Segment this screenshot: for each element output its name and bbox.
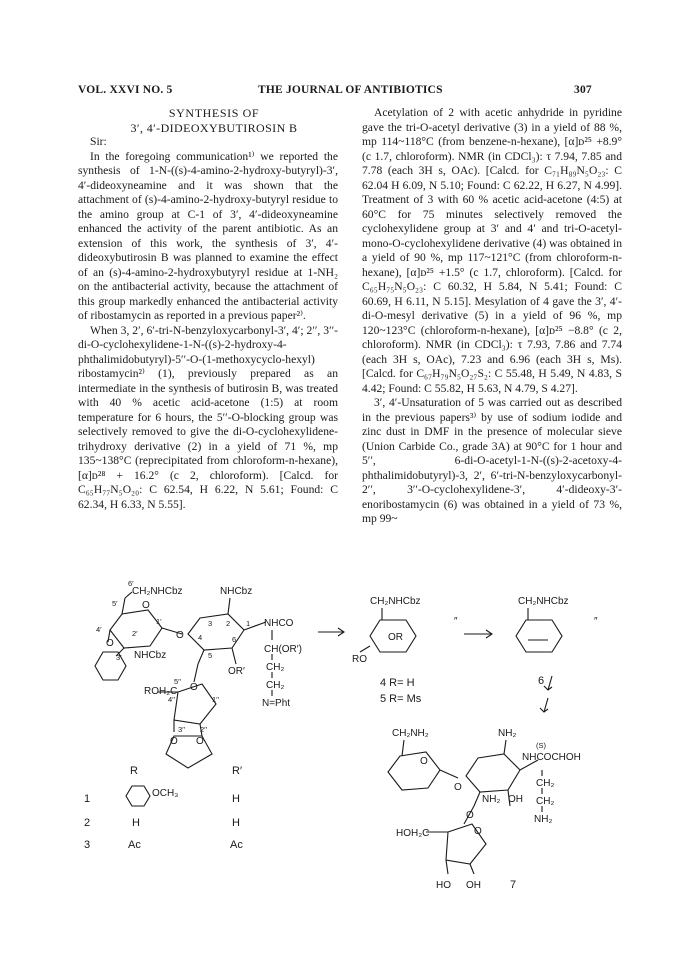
- formula-label: CH₂: [266, 662, 285, 673]
- compound-number: 3: [84, 839, 91, 851]
- formula-label: ROH₂C: [144, 686, 178, 697]
- position-label: 4′: [96, 625, 102, 634]
- formula-label: N=Pht: [262, 698, 291, 709]
- formula-label: HO: [436, 880, 451, 891]
- formula-label: OH: [508, 794, 523, 805]
- table-header-r: R: [130, 765, 138, 777]
- formula-label: CH₂NHCbz: [370, 596, 421, 607]
- compound-number: 1: [84, 793, 91, 805]
- atom-label: O: [190, 682, 198, 693]
- formula-label: CH(OR′): [264, 644, 302, 655]
- formula-label: OR: [388, 632, 403, 643]
- compound-number: 2: [84, 817, 91, 829]
- position-label: 1′′: [212, 695, 219, 704]
- formula-label: CH₂NHCbz: [518, 596, 569, 607]
- table-cell: Ac: [128, 839, 141, 851]
- formula-label: CH₂NH₂: [392, 728, 429, 739]
- formula-label: CH₂: [536, 796, 555, 807]
- table-cell: Ac: [230, 839, 243, 851]
- formula-label: OR′: [228, 666, 245, 677]
- position-label: 3′′: [178, 725, 185, 734]
- left-column: [78, 106, 338, 512]
- formula-label: NH₂: [498, 728, 517, 739]
- formula-label: NH₂: [482, 794, 501, 805]
- structures-svg: [70, 580, 630, 900]
- paragraph: In the foregoing communication¹⁾ we reported the synthesis of 1-N-((s)-4-amino-2-hydroxy-butyryl)-3′, 4′-dideoxyneamine and it was shown that the attachment of (s)-4-amino-2-hydroxy-butyryl residue to the amino group at C-1 of 3′, 4′-dideoxyneamine enhanced the activity of the parent antibiotic. As an extension of this work, the synthesis of 3′, 4′-dideoxybutirosin B was planned to examine the effect of an (s)-4-amino-2-hydroxybutyryl residue at 1-NH₂ on the antibacterial activity, because the attachment of this group markedly enhanced the antibacterial activity of ribostamycin as reported in a previous paper²⁾.: [78, 149, 338, 322]
- identical-mark: ″: [454, 616, 458, 627]
- compound-label: 4 R= H: [380, 677, 415, 689]
- atom-label: O: [454, 782, 462, 793]
- formula-label: CH₂: [266, 680, 285, 691]
- compound-label: 5 R= Ms: [380, 693, 422, 705]
- table-cell: H: [232, 817, 240, 829]
- formula-label: NH₂: [534, 814, 553, 825]
- reaction-scheme-figure: [70, 580, 630, 900]
- page-number: 307: [574, 84, 592, 96]
- formula-label: NHCO: [264, 618, 294, 629]
- atom-label: O: [196, 736, 204, 747]
- atom-label: O: [420, 756, 428, 767]
- compound-label: 6: [538, 675, 545, 687]
- identical-mark: ″: [594, 616, 598, 627]
- paragraph: 3′, 4′-Unsaturation of 5 was carried out as described in the previous papers³⁾ by use of sodium iodide and zinc dust in DMF in the presence of molecular sieve (Union Carbide Co., grade 3A) at 90°C for 1 hour and 5′′, 6-di-O-acetyl-1-N-((s)-2-acetoxy-4-phthalimidobutyryl)-3, 2′, 6′-tri-N-benzyloxycarbonyl-2′′, 3′′-O-cyclohexylidene-3′, 4′-dideoxy-3′-enoribostamycin (6) was obtained in a yield of 73 %, mp 99~: [362, 396, 622, 525]
- position-label: 3: [208, 619, 213, 628]
- formula-label: NHCbz: [220, 586, 253, 597]
- table-cell: H: [232, 793, 240, 805]
- stereo-label: (S): [536, 741, 546, 750]
- formula-label: OH: [466, 880, 481, 891]
- position-label: 3′: [116, 653, 122, 662]
- atom-label: O: [106, 638, 114, 649]
- atom-label: O: [170, 736, 178, 747]
- article-title: SYNTHESIS OF: [168, 106, 260, 120]
- position-label: 6: [232, 635, 237, 644]
- salutation: Sir:: [90, 135, 107, 148]
- formula-label: NHCOCHOH: [522, 752, 581, 763]
- article-subtitle: 3′, 4′-DIDEOXYBUTIROSIN B: [130, 120, 298, 135]
- table-cell: OCH₃: [152, 788, 179, 799]
- position-label: 1: [246, 619, 251, 628]
- running-header: [0, 84, 676, 100]
- position-label: 5′′: [174, 677, 181, 686]
- formula-label: CH₂NHCbz: [132, 586, 183, 597]
- position-label: 1′: [156, 617, 162, 626]
- table-cell: H: [132, 817, 140, 829]
- volume-number: VOL. XXVI NO. 5: [78, 84, 173, 96]
- position-label: 5: [208, 651, 213, 660]
- atom-label: O: [466, 810, 474, 821]
- formula-label: HOH₂C: [396, 828, 430, 839]
- compound-label: 7: [510, 879, 517, 891]
- position-label: 2: [226, 619, 231, 628]
- right-column: [362, 106, 622, 527]
- position-label: 4′′: [168, 695, 175, 704]
- position-label: 6′: [128, 579, 134, 588]
- journal-name: THE JOURNAL OF ANTIBIOTICS: [258, 84, 443, 96]
- formula-label: NHCbz: [134, 650, 167, 661]
- atom-label: O: [474, 826, 482, 837]
- atom-label: O: [142, 600, 150, 611]
- paragraph: When 3, 2′, 6′-tri-N-benzyloxycarbonyl-3′, 4′; 2′′, 3′′-di-O-cyclohexylidene-1-N-((s)-2-hydroxy-4-phthalimidobutyryl)-5′′-O-(1-methoxycyclo-hexyl) ribostamycin²⁾ (1), previously prepared as an intermediate in the synthesis of butirosin B, was treated with 40 % acetic acid-acetone (1:5) at room temperature for 6 hours, the 5′′-O-blocking group was selectively removed to give the di-O-cyclohexylidene-trihydroxy derivative (2) in a yield of 71 %, mp 135~138°C (reprecipitated from chloroform-n-hexane), [α]ᴅ²⁸ + 16.2° (c 2, chloroform). [Calcd. for C₆₅H₇₇N₅O₂₀: C 62.54, H 6.22, N 5.61; Found: C 62.34, H 6.33, N 5.55].: [78, 323, 338, 511]
- position-label: 2′: [132, 629, 138, 638]
- formula-label: CH₂: [536, 778, 555, 789]
- position-label: 4: [198, 633, 203, 642]
- atom-label: O: [176, 630, 184, 641]
- formula-label: RO: [352, 654, 367, 665]
- position-label: 5′: [112, 599, 118, 608]
- paragraph: Acetylation of 2 with acetic anhydride in pyridine gave the tri-O-acetyl derivative (3) in a yield of 88 %, mp 114~118°C (from benzene-n-hexane), [α]ᴅ²⁵ +8.9° (c 1.7, chloroform). NMR (in CDCl₃): τ 7.94, 7.85 and 7.78 (each 3H s, OAc). [Calcd. for C₇₁H₈₉N₅O₂₃: C 62.04 H 6.09, N 5.10; Found: C 62.22, H 6.27, N 4.99]. Treatment of 3 with 60 % acetic acid-acetone (4:5) at 60°C for 75 minutes selectively removed the cyclohexylidene group at 3′ and 4′ and tri-O-acetyl-mono-O-cyclohexylidene derivative (4) was obtained in a yield of 90 %, mp 117~121°C (from chloroform-n-hexane), [α]ᴅ²⁵ +1.5° (c 1.7, chloroform). [Calcd. for C₆₅H₇₅N₅O₂₃: C 60.32, H 5.84, N 5.41; Found: C 60.69, H 6.11, N 5.15]. Mesylation of 4 gave the 3′, 4′-di-O-mesyl derivative (5) in a yield of 96 %, mp 120~123°C (chloroform-n-hexane), [α]ᴅ²⁵ −8.8° (c 2, chloroform). NMR (in CDCl₃): τ 7.93, 7.86 and 7.74 (each 3H s, OAc), 7.23 and 6.96 (each 3H s, Ms). [Calcd. for C₆₇H₇₉N₅O₂₇S₂: C 55.48, H 5.49, N 4.83, S 4.42; Found: C 55.82, H 5.63, N 4.79, S 4.27].: [362, 106, 622, 395]
- position-label: 2′′: [200, 725, 207, 734]
- table-header-r-prime: R′: [232, 765, 243, 777]
